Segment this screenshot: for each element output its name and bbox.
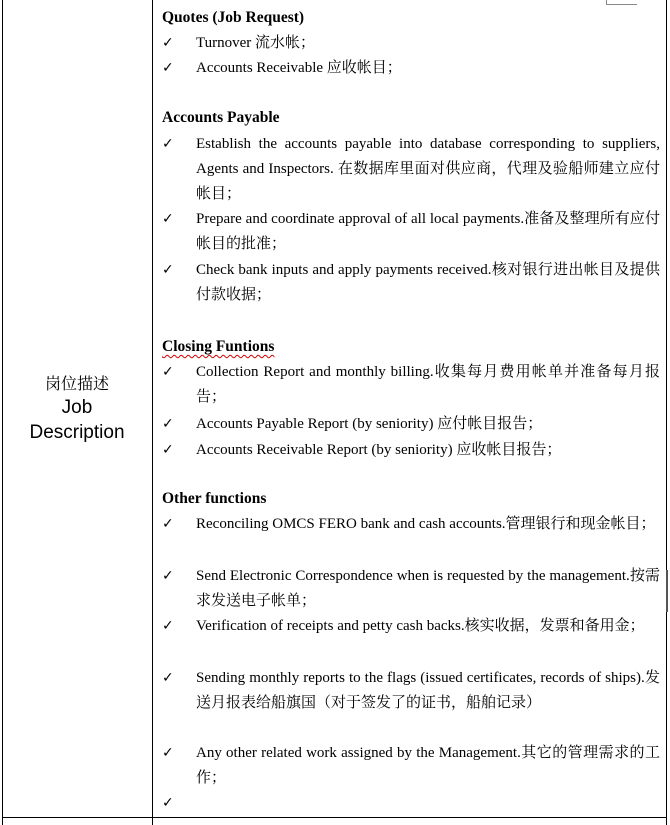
check-icon: ✓ [162, 795, 174, 811]
check-icon: ✓ [162, 618, 174, 634]
row-label-zh: 岗位描述 [44, 373, 109, 393]
list-item [162, 741, 660, 791]
row-divider [2, 817, 666, 818]
check-icon: ✓ [162, 442, 174, 458]
section-heading-payable: Accounts Payable [162, 109, 280, 126]
row-label-en-line1: Job [61, 396, 93, 418]
check-icon: ✓ [162, 568, 174, 584]
list-item [162, 132, 660, 207]
check-icon: ✓ [162, 211, 174, 227]
list-item [162, 564, 660, 614]
section-heading-closing: Closing Funtions [162, 338, 275, 355]
item-text: Collection Report and monthly billing.收集每月费用帐单并准备每月报告； [196, 364, 660, 405]
corner-mark [606, 0, 637, 5]
row-label-cell [2, 0, 152, 817]
column-divider [152, 0, 153, 825]
item-text: Reconciling OMCS FERO bank and cash accounts.管理银行和现金帐目； [196, 516, 656, 532]
item-text: Accounts Receivable 应收帐目； [196, 60, 402, 76]
item-text: Verification of receipts and petty cash backs.核实收据，发票和备用金； [196, 618, 645, 634]
check-icon: ✓ [162, 364, 174, 380]
list-item [162, 31, 660, 56]
list-item [162, 666, 660, 716]
check-icon: ✓ [162, 60, 174, 76]
scroll-indicator [666, 570, 670, 612]
list-item [162, 614, 660, 639]
item-text: Turnover 流水帐； [196, 35, 316, 51]
job-description-table [2, 0, 666, 825]
check-icon: ✓ [162, 516, 174, 532]
item-text: Any other related work assigned by the Management.其它的管理需求的工作； [196, 745, 660, 786]
check-icon: ✓ [162, 670, 174, 686]
check-icon: ✓ [162, 136, 174, 152]
list-item [162, 56, 660, 81]
list-item [162, 258, 660, 308]
table-border-right [666, 0, 667, 825]
item-text: Accounts Payable Report (by seniority) 应付帐目报告； [196, 416, 543, 432]
item-text: Establish the accounts payable into database corresponding to suppliers, Agents and Inspectors. 在数据库里面对供应商，代理及验船师建立应付帐目； [196, 136, 660, 202]
section-heading-quotes: Quotes (Job Request) [162, 9, 305, 26]
section-heading-other: Other functions [162, 490, 267, 507]
item-text: Send Electronic Correspondence when is requested by the management.按需求发送电子帐单； [196, 568, 660, 609]
list-item [162, 438, 660, 463]
list-item [162, 207, 660, 257]
item-text: Prepare and coordinate approval of all local payments.准备及整理所有应付帐目的批准； [196, 211, 660, 252]
check-icon: ✓ [162, 745, 174, 761]
item-text: Accounts Receivable Report (by seniority) 应收帐目报告； [196, 442, 562, 458]
check-icon: ✓ [162, 262, 174, 278]
row-label-en-line2: Description [29, 421, 125, 443]
check-icon: ✓ [162, 416, 174, 432]
item-text: Sending monthly reports to the flags (issued certificates, records of ships).发送月报表给船旗国（对于签发了的证书，船舶记录） [196, 670, 660, 711]
list-item [162, 360, 660, 410]
list-item [162, 512, 660, 537]
item-text: Check bank inputs and apply payments received.核对银行进出帐目及提供付款收据； [196, 262, 660, 303]
check-icon: ✓ [162, 35, 174, 51]
list-item [162, 412, 660, 437]
